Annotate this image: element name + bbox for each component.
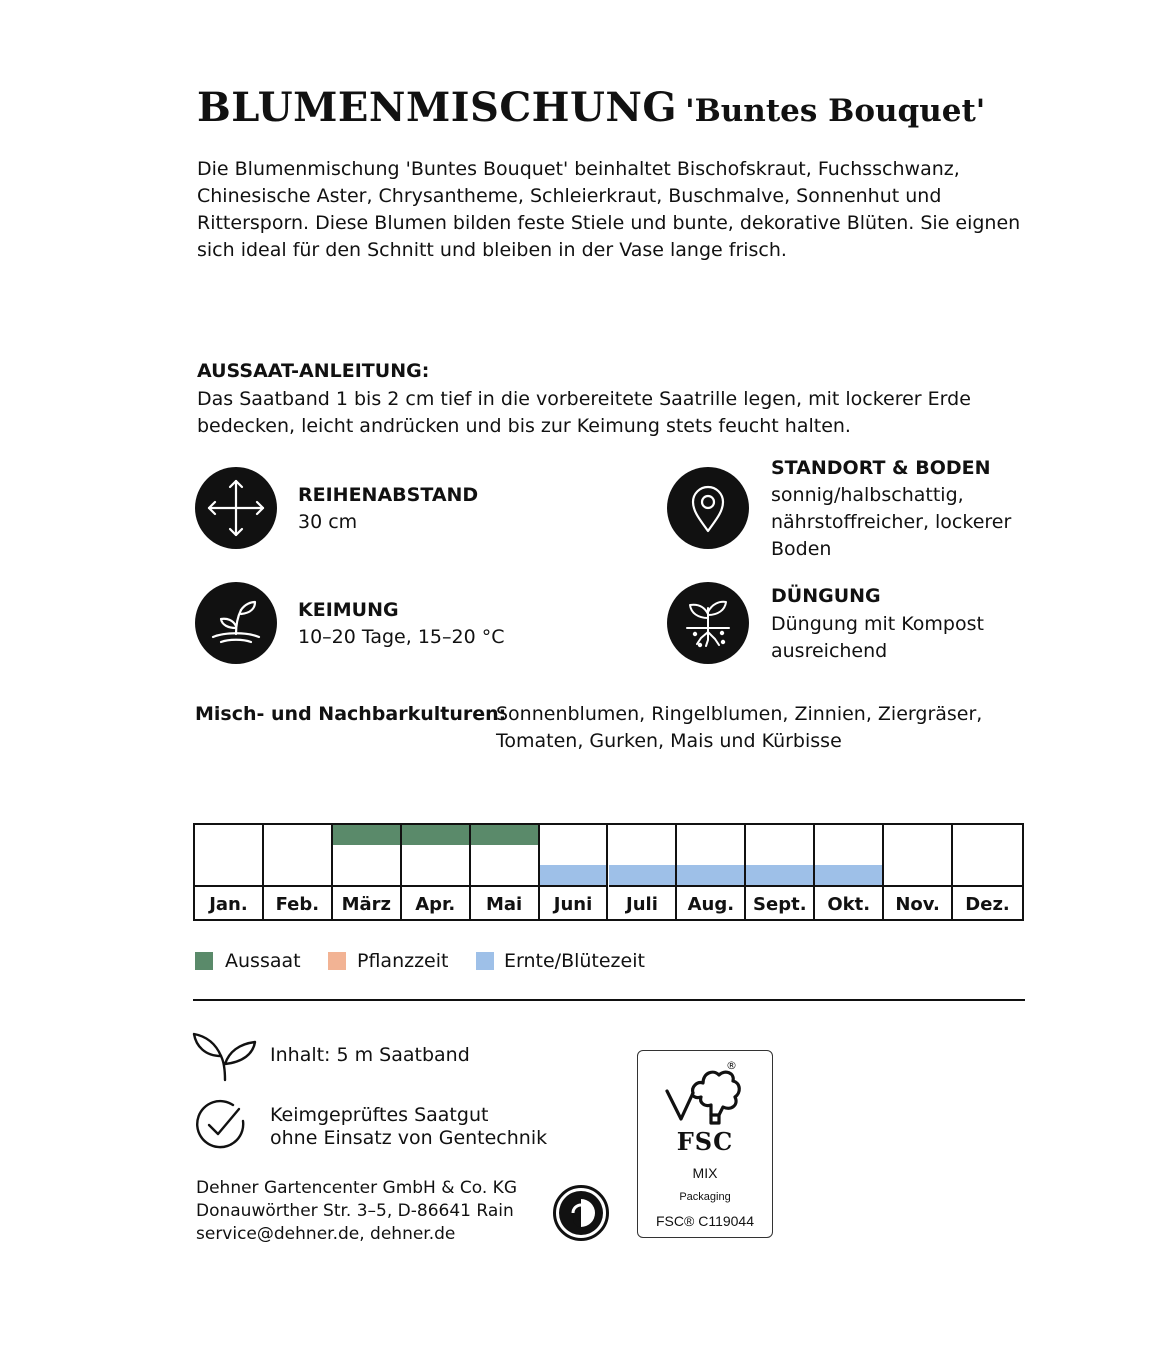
calendar-month-2 (264, 825, 333, 921)
mischkultur-value: Sonnenblumen, Ringelblumen, Zinnien, Ziergräser, Tomaten, Gurken, Mais und Kürbisse (496, 703, 983, 752)
calendar-month-label: Juni (540, 885, 607, 923)
sowing-calendar (193, 823, 1024, 921)
fsc-mix: MIX (692, 1165, 718, 1181)
inhalt-text: Inhalt: 5 m Saatband (270, 1044, 470, 1066)
calendar-month-label: Mai (471, 885, 538, 923)
keim-line2: ohne Einsatz von Gentechnik (270, 1127, 548, 1149)
legend-pflanzzeit-label: Pflanzzeit (357, 950, 449, 972)
location-pin-icon (667, 467, 749, 549)
company-email[interactable]: service@dehner.de, dehner.de (196, 1224, 456, 1244)
company-line1: Dehner Gartencenter GmbH & Co. KG (196, 1178, 517, 1198)
aussaat-text: Das Saatband 1 bis 2 cm tief in die vorbereitete Saatrille legen, mit lockerer Erde bedecken, leicht andrücken und bis zur Keimung stets feucht halten. (197, 388, 971, 437)
calendar-month-label: Dez. (953, 885, 1022, 923)
product-title (197, 84, 985, 131)
calendar-month-11 (884, 825, 953, 921)
title-main: BLUMENMISCHUNG (197, 84, 678, 131)
calendar-month-9 (746, 825, 815, 921)
calendar-month-7 (609, 825, 678, 921)
fsc-registered: ® (726, 1059, 737, 1072)
intro-text: Die Blumenmischung 'Buntes Bouquet' beinhaltet Bischofskraut, Fuchsschwanz, Chinesische Aster, Chrysantheme, Schleierkraut, Buschmalve, Sonnenhut und Rittersporn. Diese Blumen bilden feste Stiele und bunte, dekorative Blüten. Sie eignen sich ideal für den Schnitt und bleiben in der Vase lange frisch. (197, 158, 1021, 261)
ernte-bar (677, 865, 744, 885)
calendar-month-label: März (333, 885, 400, 923)
calendar-month-1 (195, 825, 264, 921)
calendar-month-3 (333, 825, 402, 921)
calendar-month-10 (815, 825, 884, 921)
checkmark-circle-icon (193, 1097, 249, 1157)
calendar-month-label: Jan. (195, 885, 262, 923)
aussaat-heading: AUSSAAT-ANLEITUNG: (197, 360, 430, 382)
keimung-value: 10–20 Tage, 15–20 °C (298, 626, 505, 648)
green-dot-recycling-icon (553, 1185, 609, 1245)
legend-ernte-swatch (476, 952, 494, 970)
keim-line1: Keimgeprüftes Saatgut (270, 1104, 489, 1126)
calendar-month-label: Juli (609, 885, 676, 923)
ernte-bar (746, 865, 813, 885)
standort-heading: STANDORT & BODEN (771, 457, 991, 479)
calendar-month-6 (540, 825, 609, 921)
seedling-icon (195, 582, 277, 664)
calendar-month-label: Feb. (264, 885, 331, 923)
company-line2: Donauwörther Str. 3–5, D-86641 Rain (196, 1201, 514, 1221)
ernte-bar (540, 865, 607, 885)
duengung-value: Düngung mit Kompost ausreichend (771, 613, 984, 662)
fsc-packaging: Packaging (679, 1191, 731, 1203)
ernte-bar (609, 865, 676, 885)
aussaat-bar (471, 825, 538, 845)
standort-value: sonnig/halbschattig, nährstoffreicher, lockerer Boden (771, 484, 1012, 560)
legend-ernte-label: Ernte/Blütezeit (504, 950, 645, 972)
reihenabstand-value: 30 cm (298, 511, 358, 533)
arrows-cross-icon (195, 467, 277, 549)
legend-aussaat-swatch (195, 952, 213, 970)
aussaat-bar (333, 825, 400, 845)
sprout-icon (191, 1030, 259, 1086)
fsc-label (637, 1050, 773, 1238)
calendar-month-label: Sept. (746, 885, 813, 923)
fsc-code: FSC® C119044 (656, 1213, 754, 1229)
reihenabstand-heading: REIHENABSTAND (298, 484, 479, 506)
fsc-logo-text: FSC (676, 1127, 734, 1156)
legend-aussaat-label: Aussaat (225, 950, 301, 972)
company-address (196, 1177, 517, 1246)
ernte-bar (815, 865, 882, 885)
mischkultur-label: Misch- und Nachbarkulturen: (195, 703, 507, 725)
plant-roots-icon (667, 582, 749, 664)
title-sub: 'Buntes Bouquet' (685, 93, 986, 129)
calendar-month-4 (402, 825, 471, 921)
calendar-month-label: Okt. (815, 885, 882, 923)
calendar-month-5 (471, 825, 540, 921)
calendar-month-label: Apr. (402, 885, 469, 923)
calendar-month-8 (677, 825, 746, 921)
calendar-month-label: Aug. (677, 885, 744, 923)
calendar-month-label: Nov. (884, 885, 951, 923)
duengung-heading: DÜNGUNG (771, 585, 881, 607)
calendar-month-12 (953, 825, 1022, 921)
legend-pflanzzeit-swatch (328, 952, 346, 970)
aussaat-bar (402, 825, 469, 845)
divider (193, 999, 1025, 1001)
keimung-heading: KEIMUNG (298, 599, 399, 621)
